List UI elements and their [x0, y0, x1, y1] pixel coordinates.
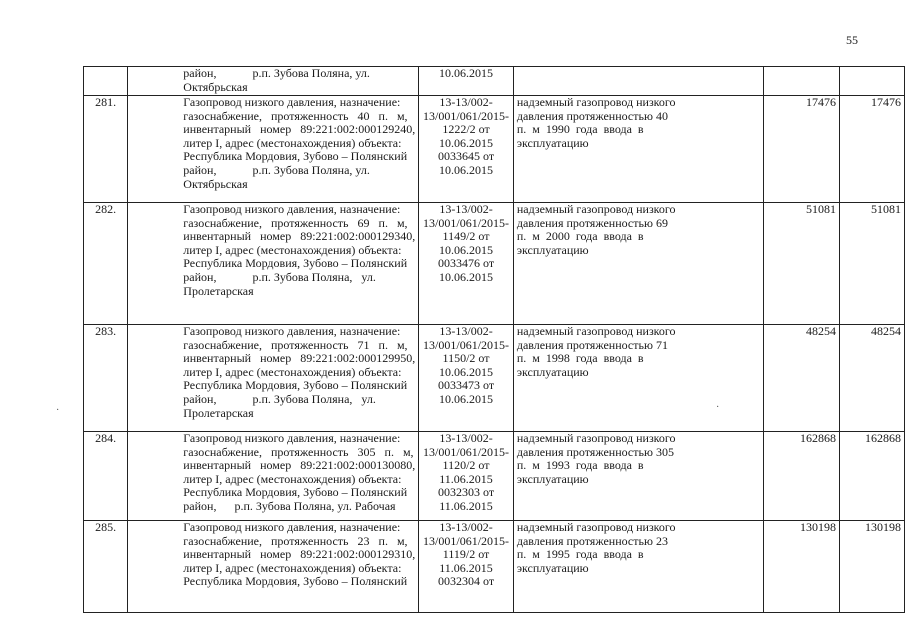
- characteristics-line: давления протяженностью 23: [516, 533, 668, 548]
- description-line: литер I, адрес (местонахождения) объекта:: [183, 135, 402, 150]
- registration-line: 1222/2 от: [442, 122, 490, 137]
- registration-line: 10.06.2015: [439, 66, 494, 80]
- registration-line: 13-13/002-: [439, 520, 493, 534]
- characteristics-cell: [513, 521, 763, 613]
- characteristics-line: эксплуатацию: [516, 471, 589, 486]
- row-number-cell: [84, 96, 128, 203]
- characteristics-line: п. м 1995 года ввода в: [516, 547, 644, 562]
- registration-cell: [419, 521, 514, 613]
- value-cell-2: [840, 203, 905, 325]
- row-number-cell: [84, 325, 128, 432]
- description-line: Республика Мордовия, Зубово – Полянский: [183, 485, 408, 500]
- description-line: газоснабжение, протяженность 305 п. м,: [183, 444, 414, 459]
- row-number-cell: [84, 521, 128, 613]
- object-description-cell: [128, 325, 419, 432]
- value-cell-2: [840, 67, 905, 96]
- description-line: газоснабжение, протяженность 71 п. м,: [183, 337, 408, 352]
- characteristics-cell: [513, 203, 763, 325]
- value-cell-1: [763, 67, 839, 96]
- description-line: Пролетарская: [183, 405, 254, 420]
- row-number-cell: [84, 432, 128, 521]
- description-line: Республика Мордовия, Зубово – Полянский: [183, 574, 408, 589]
- registration-line: 13-13/002-: [439, 324, 493, 338]
- description-line: Газопровод низкого давления, назначение:: [183, 431, 401, 445]
- characteristics-line: давления протяженностью 69: [516, 215, 668, 230]
- registration-line: 10.06.2015: [439, 269, 494, 284]
- description-line: инвентарный номер 89:221:002:000129340,: [183, 229, 416, 244]
- object-description-cell: [128, 521, 419, 613]
- description-line: инвентарный номер 89:221:002:000129310,: [183, 547, 416, 562]
- registration-cell: [419, 67, 514, 96]
- description-line: Газопровод низкого давления, назначение:: [183, 324, 401, 338]
- scan-speck: ·: [716, 402, 720, 413]
- registration-line: 10.06.2015: [439, 364, 494, 379]
- registration-line: 13/001/061/2015-: [423, 444, 510, 459]
- registration-line: 1150/2 от: [442, 351, 490, 366]
- characteristics-line: надземный газопровод низкого: [516, 324, 676, 338]
- row-number-cell: [84, 67, 128, 96]
- characteristics-cell: [513, 96, 763, 203]
- description-line: Республика Мордовия, Зубово – Полянский: [183, 256, 408, 271]
- registration-line: 13/001/061/2015-: [423, 533, 510, 548]
- page-number: 55: [846, 33, 858, 47]
- characteristics-line: давления протяженностью 40: [516, 108, 668, 123]
- description-line: газоснабжение, протяженность 40 п. м,: [183, 108, 408, 123]
- description-line: Октябрьская: [183, 176, 248, 191]
- characteristics-line: эксплуатацию: [516, 242, 589, 257]
- row-number: 282.: [95, 202, 117, 216]
- description-line: район, р.п. Зубова Поляна, ул.: [183, 66, 370, 80]
- registration-line: 11.06.2015: [439, 471, 493, 486]
- description-line: Газопровод низкого давления, назначение:: [183, 202, 401, 216]
- row-number: 285.: [95, 520, 117, 534]
- cost-value: 17476: [871, 95, 901, 109]
- object-description-cell: [128, 203, 419, 325]
- characteristics-line: надземный газопровод низкого: [516, 520, 676, 534]
- cost-value: 48254: [806, 324, 836, 338]
- registration-line: 0033473 от: [437, 378, 495, 393]
- row-number: 281.: [95, 95, 117, 109]
- description-line: литер I, адрес (местонахождения) объекта:: [183, 364, 402, 379]
- description-line: литер I, адрес (местонахождения) объекта:: [183, 471, 402, 486]
- description-line: литер I, адрес (местонахождения) объекта:: [183, 560, 402, 575]
- description-line: район, р.п. Зубова Поляна, ул.: [183, 269, 376, 284]
- characteristics-line: п. м 1993 года ввода в: [516, 458, 644, 473]
- description-line: газоснабжение, протяженность 23 п. м,: [183, 533, 408, 548]
- value-cell-1: [763, 96, 839, 203]
- characteristics-line: давления протяженностью 71: [516, 337, 668, 352]
- cost-value: 48254: [871, 324, 901, 338]
- description-line: район, р.п. Зубова Поляна, ул.: [183, 391, 376, 406]
- description-line: инвентарный номер 89:221:002:000129240,: [183, 122, 416, 137]
- registration-line: 13-13/002-: [439, 202, 493, 216]
- registration-line: 0033476 от: [437, 256, 495, 271]
- registration-cell: [419, 203, 514, 325]
- value-cell-2: [840, 325, 905, 432]
- table-row: [84, 521, 905, 613]
- table-row: [84, 67, 905, 96]
- registration-line: 13-13/002-: [439, 431, 493, 445]
- cost-value: 51081: [871, 202, 901, 216]
- registration-line: 0032304 от: [437, 574, 495, 589]
- characteristics-cell: [513, 432, 763, 521]
- description-line: район, р.п. Зубова Поляна, ул. Рабочая: [183, 498, 396, 513]
- description-line: инвентарный номер 89:221:002:000130080,: [183, 458, 416, 473]
- value-cell-1: [763, 432, 839, 521]
- value-cell-1: [763, 203, 839, 325]
- table-body: [84, 67, 905, 613]
- registration-cell: [419, 325, 514, 432]
- table-row: [84, 203, 905, 325]
- registration-line: 1149/2 от: [442, 229, 490, 244]
- characteristics-line: эксплуатацию: [516, 364, 589, 379]
- registration-cell: [419, 96, 514, 203]
- characteristics-line: надземный газопровод низкого: [516, 95, 676, 109]
- registration-line: 10.06.2015: [439, 135, 494, 150]
- description-line: Республика Мордовия, Зубово – Полянский: [183, 149, 408, 164]
- description-line: Октябрьская: [183, 79, 248, 94]
- object-description-cell: [128, 67, 419, 96]
- row-number: 284.: [95, 431, 117, 445]
- characteristics-line: п. м 1998 года ввода в: [516, 351, 644, 366]
- registration-line: 13-13/002-: [439, 95, 493, 109]
- cost-value: 17476: [806, 95, 836, 109]
- registration-line: 10.06.2015: [439, 391, 494, 406]
- description-line: Пролетарская: [183, 283, 254, 298]
- value-cell-2: [840, 96, 905, 203]
- cost-value: 130198: [865, 520, 901, 534]
- object-description-cell: [128, 96, 419, 203]
- registration-line: 1119/2 от: [442, 547, 490, 562]
- registration-line: 13/001/061/2015-: [423, 337, 510, 352]
- characteristics-line: надземный газопровод низкого: [516, 202, 676, 216]
- registration-line: 1120/2 от: [442, 458, 490, 473]
- cost-value: 162868: [865, 431, 901, 445]
- registration-cell: [419, 432, 514, 521]
- registration-line: 10.06.2015: [439, 242, 494, 257]
- value-cell-1: [763, 325, 839, 432]
- value-cell-2: [840, 521, 905, 613]
- table-row: [84, 96, 905, 203]
- property-registry-table: [83, 66, 905, 613]
- characteristics-cell: [513, 325, 763, 432]
- object-description-cell: [128, 432, 419, 521]
- registration-line: 0032303 от: [437, 485, 495, 500]
- characteristics-cell: [513, 67, 763, 96]
- cost-value: 51081: [806, 202, 836, 216]
- row-number-cell: [84, 203, 128, 325]
- description-line: Газопровод низкого давления, назначение:: [183, 520, 401, 534]
- value-cell-1: [763, 521, 839, 613]
- description-line: район, р.п. Зубова Поляна, ул.: [183, 162, 370, 177]
- table-row: [84, 432, 905, 521]
- registration-line: 0033645 от: [437, 149, 495, 164]
- registration-line: 13/001/061/2015-: [423, 108, 510, 123]
- scan-speck: ·: [56, 405, 60, 416]
- cost-value: 162868: [800, 431, 836, 445]
- description-line: газоснабжение, протяженность 69 п. м,: [183, 215, 408, 230]
- value-cell-2: [840, 432, 905, 521]
- characteristics-line: эксплуатацию: [516, 560, 589, 575]
- registration-line: 10.06.2015: [439, 162, 494, 177]
- registration-line: 11.06.2015: [439, 498, 493, 513]
- characteristics-line: п. м 1990 года ввода в: [516, 122, 644, 137]
- cost-value: 130198: [800, 520, 836, 534]
- characteristics-line: п. м 2000 года ввода в: [516, 229, 644, 244]
- description-line: Газопровод низкого давления, назначение:: [183, 95, 401, 109]
- description-line: Республика Мордовия, Зубово – Полянский: [183, 378, 408, 393]
- description-line: инвентарный номер 89:221:002:000129950,: [183, 351, 416, 366]
- registration-line: 13/001/061/2015-: [423, 215, 510, 230]
- characteristics-line: давления протяженностью 305: [516, 444, 674, 459]
- registration-line: 11.06.2015: [439, 560, 493, 575]
- characteristics-line: эксплуатацию: [516, 135, 589, 150]
- row-number: 283.: [95, 324, 117, 338]
- characteristics-line: надземный газопровод низкого: [516, 431, 676, 445]
- table-row: [84, 325, 905, 432]
- description-line: литер I, адрес (местонахождения) объекта:: [183, 242, 402, 257]
